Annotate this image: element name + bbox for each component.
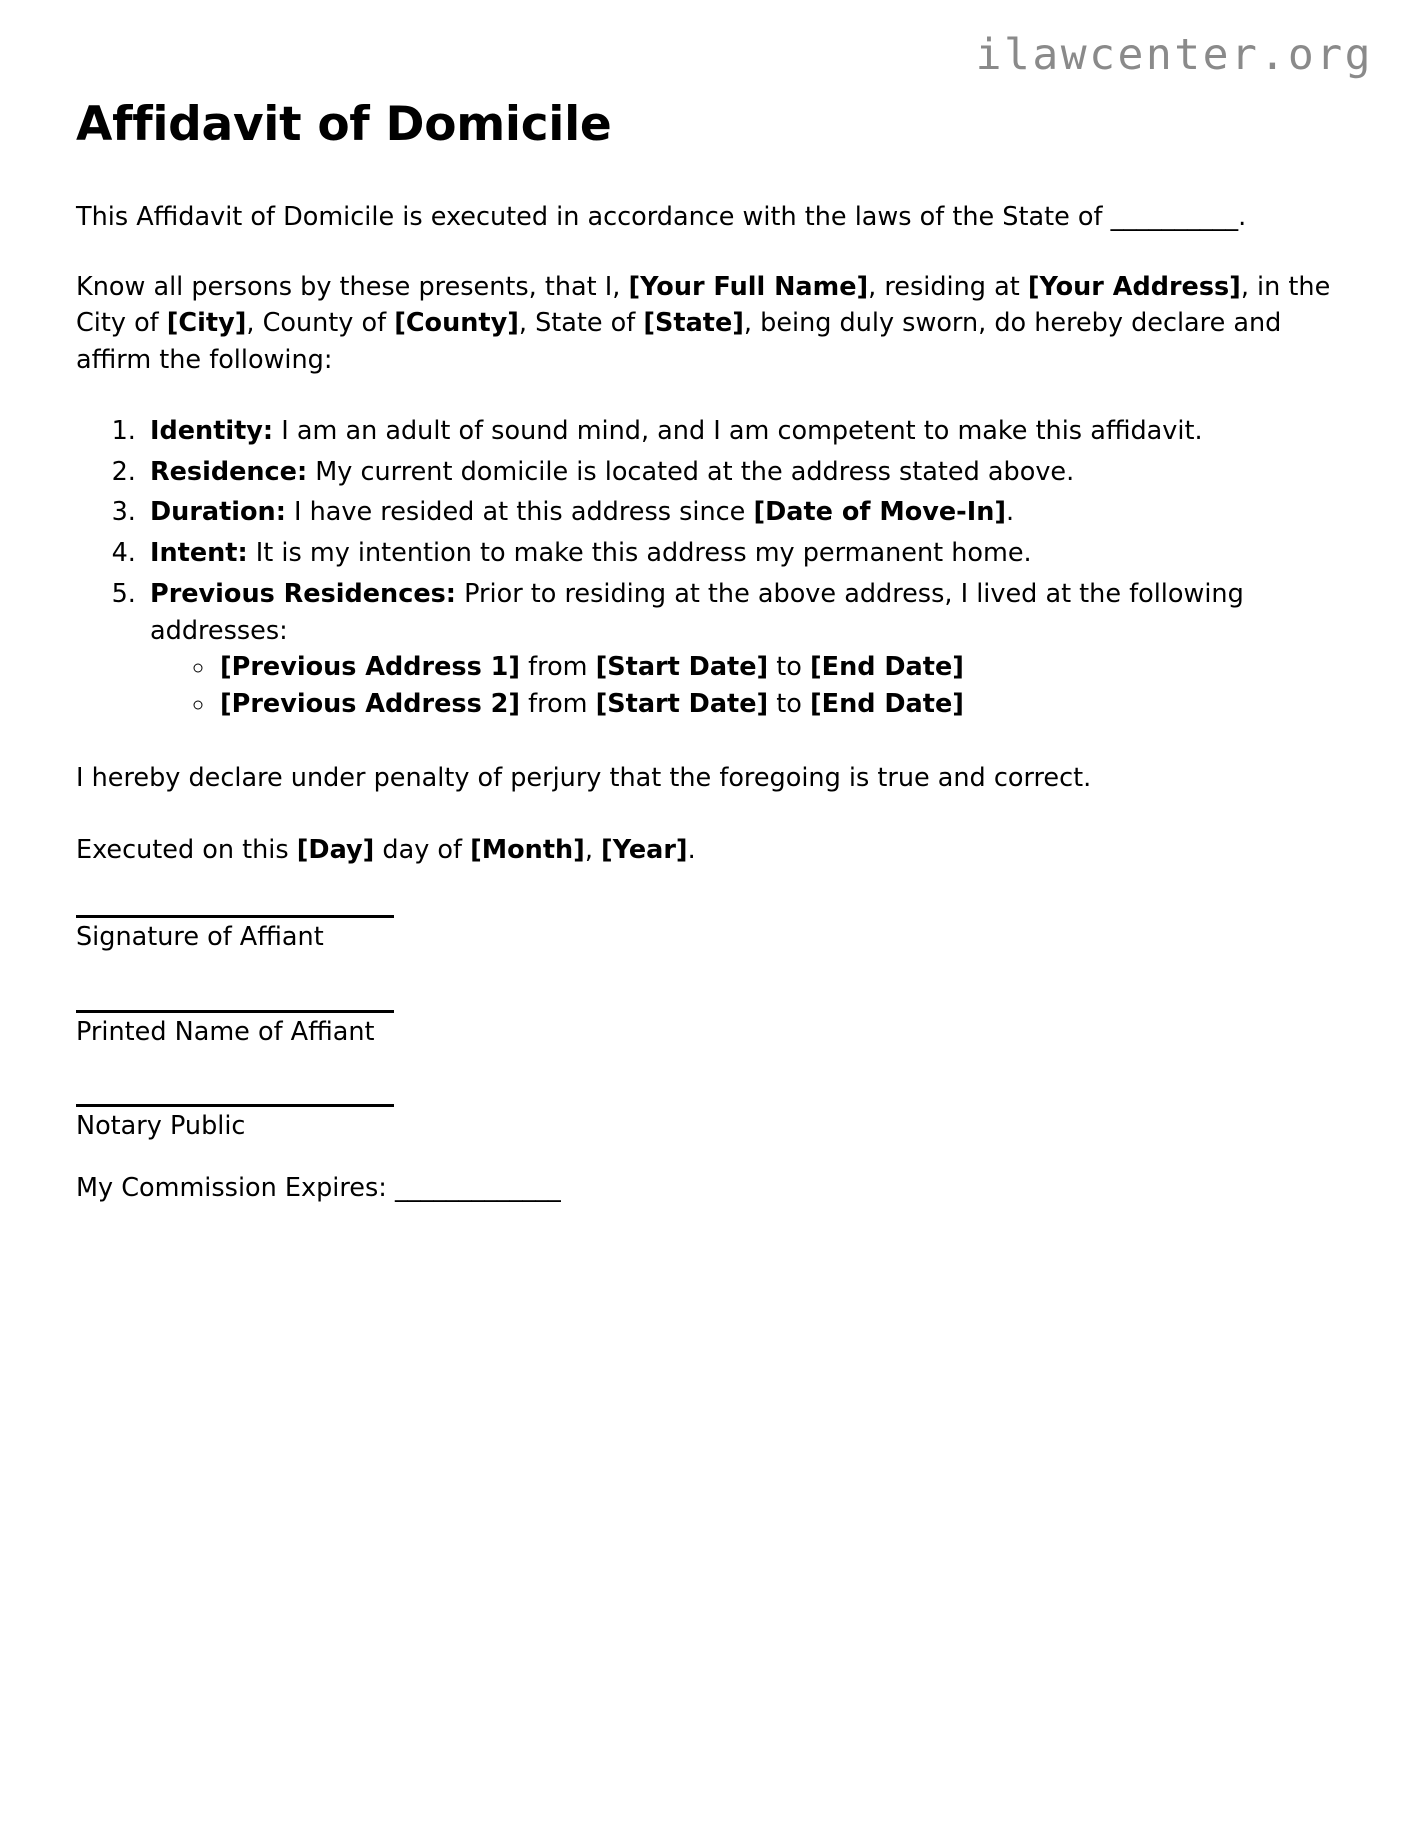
commission-expires-line	[76, 1170, 1338, 1207]
previous-address-list	[150, 649, 1338, 722]
to-word-1: to	[768, 652, 811, 683]
state-blank: __________	[1110, 202, 1239, 233]
placeholder-state: [State]	[643, 308, 744, 339]
placeholder-full-name: [Your Full Name]	[628, 271, 869, 302]
placeholder-move-in-date: [Date of Move-In]	[753, 497, 1007, 528]
commission-blank[interactable]: _____________	[394, 1173, 561, 1204]
placeholder-end-date-1: [End Date]	[810, 652, 964, 683]
site-watermark: ilawcenter.org	[975, 30, 1373, 80]
decl-part6: , being duly sworn, do hereby declare and affirm the following:	[76, 308, 1282, 376]
clause-label-previous-residences: Previous Residences:	[150, 578, 456, 609]
commission-label: My Commission Expires:	[76, 1173, 387, 1204]
placeholder-city: [City]	[166, 308, 247, 339]
clause-label-residence: Residence:	[150, 456, 308, 487]
clause-text-intent: It is my intention to make this address my permanent home.	[247, 538, 1032, 569]
list-item	[144, 494, 1338, 531]
placeholder-address: [Your Address]	[1027, 271, 1241, 302]
from-word-2: from	[520, 688, 596, 719]
placeholder-year: [Year]	[601, 835, 688, 866]
signature-block-printed-name	[76, 1010, 1338, 1050]
list-item	[216, 649, 1338, 686]
document-content	[76, 0, 1338, 1207]
exec-part1: Executed on this	[76, 835, 297, 866]
placeholder-month: [Month]	[470, 835, 585, 866]
clause-text-residence: My current domicile is located at the address stated above.	[307, 456, 1075, 487]
placeholder-day: [Day]	[296, 835, 375, 866]
intro-paragraph	[76, 199, 1338, 236]
placeholder-previous-address-1: [Previous Address 1]	[220, 652, 521, 683]
placeholder-previous-address-2: [Previous Address 2]	[220, 688, 521, 719]
declaration-paragraph	[76, 269, 1338, 379]
to-word-2: to	[768, 688, 811, 719]
clause-text-previous-residences: Prior to residing at the above address, I lived at the following addresses:	[150, 578, 1244, 646]
list-item	[144, 413, 1338, 450]
exec-part4: .	[687, 835, 696, 866]
signature-label-notary: Notary Public	[76, 1111, 246, 1142]
list-item	[144, 454, 1338, 491]
clause-text-identity: I am an adult of sound mind, and I am competent to make this affidavit.	[273, 415, 1203, 446]
intro-period: .	[1238, 202, 1247, 233]
exec-part2: day of	[374, 835, 471, 866]
list-item	[144, 535, 1338, 572]
placeholder-end-date-2: [End Date]	[810, 688, 964, 719]
clause-text-duration-after: .	[1006, 497, 1015, 528]
decl-part3: , in the City of	[76, 271, 1331, 339]
page-title: Affidavit of Domicile	[76, 97, 612, 152]
decl-part1: Know all persons by these presents, that I,	[76, 271, 629, 302]
exec-part3: ,	[584, 835, 602, 866]
clause-text-duration-before: I have resided at this address since	[285, 497, 754, 528]
signature-block-affiant	[76, 915, 1338, 955]
intro-text: This Affidavit of Domicile is executed in accordance with the laws of the State of	[76, 202, 1103, 233]
signature-label-printed-name: Printed Name of Affiant	[76, 1016, 375, 1047]
clause-label-duration: Duration:	[150, 497, 286, 528]
signature-label-affiant: Signature of Affiant	[76, 922, 324, 953]
placeholder-start-date-1: [Start Date]	[595, 652, 769, 683]
decl-part5: , State of	[518, 308, 644, 339]
list-item	[144, 576, 1338, 723]
from-word-1: from	[520, 652, 596, 683]
placeholder-start-date-2: [Start Date]	[595, 688, 769, 719]
placeholder-county: [County]	[394, 308, 519, 339]
decl-part4: , County of	[246, 308, 395, 339]
affidavit-clause-list	[76, 413, 1338, 723]
decl-part2: , residing at	[868, 271, 1028, 302]
clause-label-intent: Intent:	[150, 538, 248, 569]
clause-label-identity: Identity:	[150, 415, 274, 446]
execution-line	[76, 832, 1338, 869]
signature-block-notary	[76, 1104, 1338, 1144]
list-item	[216, 686, 1338, 723]
perjury-statement: I hereby declare under penalty of perjury that the foregoing is true and correct.	[76, 762, 1092, 793]
